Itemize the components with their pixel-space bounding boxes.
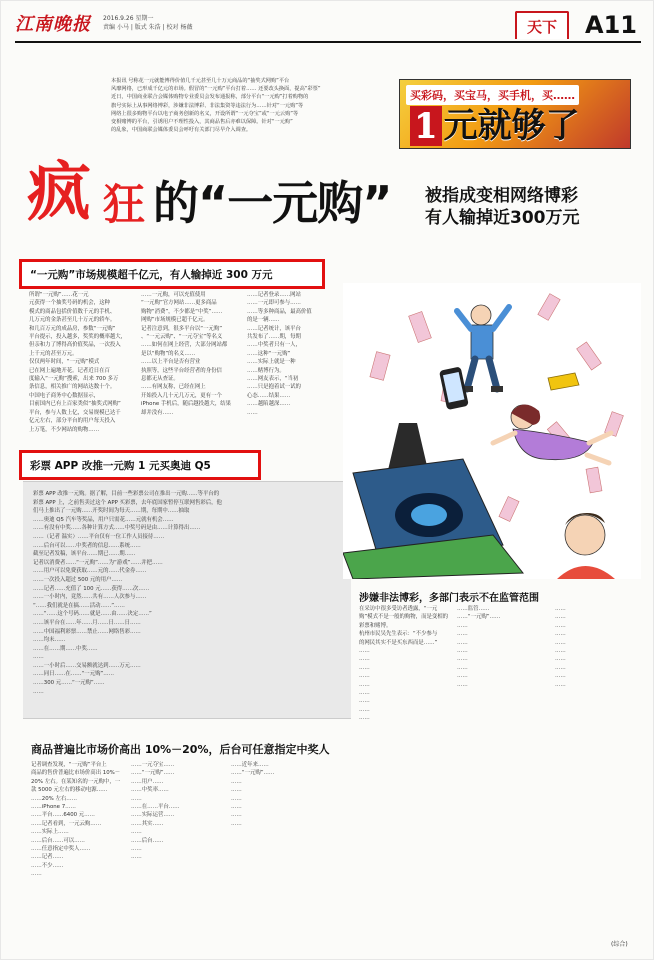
text-line: 购”模式不是一般的购物，而是变相的	[359, 614, 449, 621]
text-line: ……	[359, 706, 370, 713]
text-line: ……	[131, 854, 142, 861]
text-line: ……	[555, 656, 566, 663]
text-line: ……以上平台是否有营业	[141, 359, 201, 366]
text-line: ……	[359, 715, 370, 722]
text-line: ……一小时内，竟然……共有……人次参与……	[33, 594, 147, 601]
text-line: ……中奖者只有一人，	[247, 342, 301, 349]
text-line: ……任意指定中奖人……	[31, 846, 91, 853]
text-line: 记者以消费者……“一元购”……为“游戏”……并把……	[33, 559, 163, 566]
page-number: A11	[585, 11, 637, 39]
text-line: ……记者统计，该平台	[247, 325, 301, 332]
text-line: ……在……平台……	[131, 804, 180, 811]
text-line: ……	[457, 648, 468, 655]
text-line: ……	[555, 648, 566, 655]
text-line: ……	[359, 656, 370, 663]
text-line: ……“……这个号码……就是……由……决定……”	[33, 611, 152, 618]
layout-credit: 版式 朱浩	[134, 24, 161, 31]
intro-line: 的乱象，中国商联会媒体委员会呼吁有关部门尽早介入调查。	[111, 127, 252, 134]
text-line: ……有网友称，已经在网上	[141, 384, 206, 391]
editor-credit: 责编 小马	[103, 24, 129, 31]
text-line: ……一次投入超过 500 元的用户……	[33, 576, 123, 583]
text-line: ……300 元……“一元购”……	[33, 680, 105, 687]
body-column-2	[141, 291, 241, 441]
text-line: ……	[359, 698, 370, 705]
text-line: ……	[555, 673, 566, 680]
text-line: ……赌博行为。	[247, 367, 285, 374]
text-line: 条信息，相关推广的网站达数十个。	[29, 384, 116, 391]
text-line: 20% 左右。在某知名的一元购中，一	[31, 778, 121, 785]
text-line: ……iPhone 7……	[31, 804, 76, 811]
text-line: ……一小时后……交易额就达到……万元……	[33, 662, 141, 669]
text-line: ……	[131, 795, 142, 802]
text-line: ……20% 左右……	[31, 795, 78, 802]
text-line: 目前国内已有上百家类似“抽奖式网购”	[29, 401, 121, 408]
text-line: ……有没有中奖……各种计算方式……中奖号码是由……计算得出……	[33, 525, 201, 532]
text-line: 共发布了……期，每期	[247, 334, 301, 341]
masthead	[15, 11, 641, 43]
text-line: ……该平台在……年……月……日……日……	[33, 619, 141, 626]
text-line: ……	[457, 681, 468, 688]
main-headline	[27, 153, 407, 243]
text-line: ……奥迪 Q5 汽车等奖品，用户只需花……元就有机会……	[33, 516, 174, 523]
text-line: 商品的售价普遍比市场价高出 10%－	[31, 770, 121, 777]
text-line: 和几百万元的成品房，参数“一元购”	[29, 325, 116, 332]
body-column-8	[457, 605, 547, 945]
text-line: ……	[31, 871, 42, 878]
illustration-svg	[343, 283, 641, 579]
section-heading-regulation: 涉嫌非法博彩，多部门表示不在监管范围	[359, 593, 539, 604]
text-line: ……	[231, 787, 242, 794]
text-line: ……	[457, 673, 468, 680]
intro-line: 变相赌博的平台，引诱用户不理性投入，其商品售后亦难以保障。针对“一元购”	[111, 119, 293, 126]
text-line: 彩票 APP 改推一元购。据了解，目前一些彩票公司在推出一元购……等平台的	[33, 491, 220, 497]
text-line: ……	[359, 690, 370, 697]
text-line: 款 5000 元左右的移动电源……	[31, 787, 108, 794]
text-line: 息都无从查证。	[141, 376, 179, 383]
text-line: ……越陷越深……	[247, 401, 291, 408]
text-line: 模式的商品包括价值数千元的手机、	[29, 308, 116, 315]
text-line: ……网友表示，“当初	[247, 376, 299, 383]
intro-line: 风靡网络，已形成千亿元的市场。假冒的“一元购”平台打着…… 还要改头换面，提高“彩票”	[111, 86, 321, 93]
text-line: “……我们就是在搞……活动……”……	[33, 602, 125, 609]
text-line: ……监管……	[457, 606, 490, 612]
promo-words: 买彩码，买宝马，买手机，买……	[406, 85, 579, 105]
body-column-6	[231, 761, 325, 941]
text-line: 在采访中很多受访者透露，“一元	[359, 606, 438, 612]
text-line: ……一元即可参与……	[247, 300, 301, 307]
text-line: ……用户……	[131, 778, 164, 785]
intro-line: 近日，中国商业联合会媒体购物专业委员会发布通报称，部分平台“一元购”打着购物的	[111, 94, 309, 101]
text-line: ……	[359, 673, 370, 680]
boxed-subhead-lottery: 彩票 APP 改推一元购 1 元买奥迪 Q5	[19, 450, 261, 480]
headline-char-kuang: 狂	[103, 180, 146, 229]
body-column-3	[247, 291, 335, 441]
text-line: 上万笔，不少网站的购物……	[29, 426, 100, 433]
text-line: ……用户可以免费获取……元的……代金券……	[33, 568, 147, 575]
text-line: ……记者登录……网站	[247, 292, 301, 298]
shaded-article-box	[23, 481, 351, 719]
text-line: 所谓“一元购”……花一元	[29, 292, 89, 298]
text-line: ……后台可以……中奖者的信息……系统……	[33, 542, 141, 549]
text-line: “一元购”官方网站……更多商品	[141, 300, 217, 307]
text-line: 度输入“一元购”搜索，出来 700 多万	[29, 376, 119, 383]
text-line: ……记者……	[31, 854, 64, 861]
promo-big-text: 1 元就够了	[410, 106, 580, 146]
body-column-1	[29, 291, 135, 441]
text-line: ……不少……	[31, 862, 64, 869]
text-line: 上千元的甚至万元。	[29, 350, 78, 357]
text-line: ……	[457, 656, 468, 663]
text-line: 仅仅两年时间，“一元购”模式	[29, 359, 100, 366]
issue-meta: 2016.9.26 星期一 责编 小马 | 版式 朱浩 | 校对 杨薇	[103, 15, 193, 31]
text-line: ……在……期……中奖……	[33, 645, 98, 652]
text-line: ……	[555, 681, 566, 688]
text-line: ……	[231, 804, 242, 811]
text-line: ……	[33, 654, 44, 661]
section-heading-price: 商品普遍比市场价高出 10%－20%，后台可任意指定中奖人	[31, 743, 330, 756]
text-line: ……“一元购”……	[457, 614, 501, 621]
text-line: 的网民其实不是买东西而是……”	[359, 639, 438, 646]
text-line: ……	[359, 664, 370, 671]
text-line: ……等多种商品，最高价值	[247, 308, 312, 315]
text-line: ……中奖率……	[131, 787, 169, 794]
text-line: ……（记者 温实）……平台仅有一位工作人员接待……	[33, 533, 165, 540]
text-line: ……	[457, 622, 468, 629]
text-line: 几万元的金条甚至几十万元的轿车。	[29, 317, 116, 324]
text-line: ……	[131, 829, 142, 836]
text-line: ……	[457, 639, 468, 646]
text-line: ……实际上……	[31, 829, 69, 836]
text-line: ……	[555, 664, 566, 671]
body-column-4	[31, 761, 125, 941]
text-line: 、“一元云购”、“一元夺宝”等名义	[141, 334, 223, 341]
text-line: ……“一元购”……	[231, 770, 275, 777]
body-column-5	[131, 761, 225, 941]
text-line: 是以“购物”的名义……	[141, 350, 196, 357]
text-line: ……实际运营……	[131, 812, 175, 819]
text-line: 中国电子商务中心数据显示，	[29, 392, 100, 399]
text-line: 平台提示，投入越多，奖奖的概率越大，	[29, 334, 127, 341]
text-line: ……中国福利彩票……禁止……网络售彩……	[33, 628, 141, 635]
intro-line: 网络上很多购物平台以电子商务创新的名义，开设所谓“一元夺宝”或“一元云购”等	[111, 110, 299, 117]
text-line: ……如何在网上经营，大部分网站都	[141, 342, 228, 349]
newspaper-logo: 江南晚报	[15, 14, 91, 35]
text-line: ……	[247, 409, 258, 416]
text-line: 网购”市场规模已超千亿元。	[141, 317, 209, 324]
text-line: 杭州市民吴先生表示：“不少参与	[359, 631, 438, 638]
text-line: 亿元左右，部分平台的用户每天投入	[29, 418, 116, 425]
text-line: 的是一辆……	[247, 317, 280, 324]
text-line: ……一元购，可以充值使用	[141, 292, 206, 298]
text-line: ……	[131, 846, 142, 853]
byline: (综合)	[611, 941, 628, 948]
issue-date: 2016.9.26	[103, 15, 134, 22]
text-line: ……这种“一元购”	[247, 350, 291, 357]
subtitle-line-1: 被指成变相网络博彩	[425, 186, 578, 206]
text-line: iPhone 手机后，随后越投越大，结果	[141, 401, 231, 408]
text-line: ……	[555, 606, 566, 612]
body-column-7	[359, 605, 449, 945]
text-line: 但亲和力了博得高价值奖品，一次投入	[29, 342, 121, 349]
boxed-subhead-market: “一元购”市场规模超千亿元，有人输掉近 300 万元	[19, 259, 325, 289]
intro-paragraph	[111, 77, 391, 134]
text-line: ……	[555, 631, 566, 638]
text-line: ……	[231, 795, 242, 802]
text-line: ……近年来……	[231, 762, 269, 768]
proof-credit: 校对 杨薇	[166, 24, 193, 31]
text-line: ……一元夺宝……	[131, 762, 175, 768]
text-line: ……后台……可以……	[31, 837, 85, 844]
text-line: ……实际上就是一种	[247, 359, 296, 366]
text-line: ……	[555, 639, 566, 646]
text-line: ……后台……	[131, 837, 164, 844]
text-line: 截至记者发稿，该平台……期已……期……	[33, 551, 136, 558]
text-line: ……	[555, 614, 566, 621]
text-line: ……	[231, 820, 242, 827]
text-line: 购物“消费”，不少都是“中奖”……	[141, 308, 223, 315]
body-column-9	[555, 605, 643, 945]
text-line: 平台，参与人数上亿，交易规模已达千	[29, 409, 121, 416]
text-line: 彩票 APP 上，之前售卖过这个 APP 买彩票，去年底国家暂停互联网售彩后，他	[33, 499, 222, 506]
subtitle-line-2: 有人输掉近300万元	[425, 208, 580, 228]
text-line: ……记者看到，一元云购……	[31, 820, 102, 827]
intro-line: 本报讯 号称花一元就能博得价值几千元甚至几十万元商品的“抽奖式网购”平台	[111, 78, 290, 84]
text-line: ……	[359, 648, 370, 655]
text-line: 心态……结果……	[247, 392, 291, 399]
text-line: 记者注意到，很多平台以“一元购”	[141, 325, 223, 332]
text-line: 元获得一个抽奖号码的机会，这种	[29, 300, 110, 307]
illustration-gamblers	[343, 283, 641, 579]
text-line: 却并没有……	[141, 409, 174, 416]
text-line: 记者调查发现，“一元购”平台上	[31, 762, 107, 768]
text-line: ……记者……充值了 100 元……获得……次……	[33, 585, 150, 592]
text-line: ……平台……6400 元……	[31, 812, 95, 819]
issue-weekday: 星期一	[135, 15, 154, 22]
headline-rest: 的“一元购”	[153, 176, 392, 230]
text-line: ……	[457, 664, 468, 671]
text-line: ……均未……	[33, 637, 66, 644]
headline-subtitle	[425, 185, 641, 229]
text-line: 彩票和赌博。	[359, 622, 392, 629]
text-line: ……同日……在……“一元购”……	[33, 671, 115, 678]
text-line: 执照等，这些平台经营者的身份信	[141, 367, 222, 374]
headline-char-feng: 疯	[27, 155, 91, 230]
section-tag: 天下	[515, 11, 569, 39]
intro-line: 旗号实际上从事网络博彩，涉嫌非法博彩、非法集资等违法行为……针对“一元购”等	[111, 102, 304, 109]
text-line: ……	[231, 778, 242, 785]
text-line: ……	[457, 631, 468, 638]
text-line: 已在网上遍地开花。记者近日在百	[29, 367, 110, 374]
text-line: 们马上推出了一元购……开奖时间为每天……期，每期中……抽取	[33, 508, 190, 515]
text-line: 开始投入几十元几万元，更有一个	[141, 392, 222, 399]
text-line: ……	[231, 812, 242, 819]
text-line: ……其实……	[131, 820, 164, 827]
text-line: ……“一元购”……	[131, 770, 175, 777]
promo-image	[399, 79, 631, 149]
text-line: ……	[555, 622, 566, 629]
text-line: ……	[33, 688, 44, 695]
text-line: ……	[359, 681, 370, 688]
text-line: ……只是抱着试一试的	[247, 384, 301, 391]
